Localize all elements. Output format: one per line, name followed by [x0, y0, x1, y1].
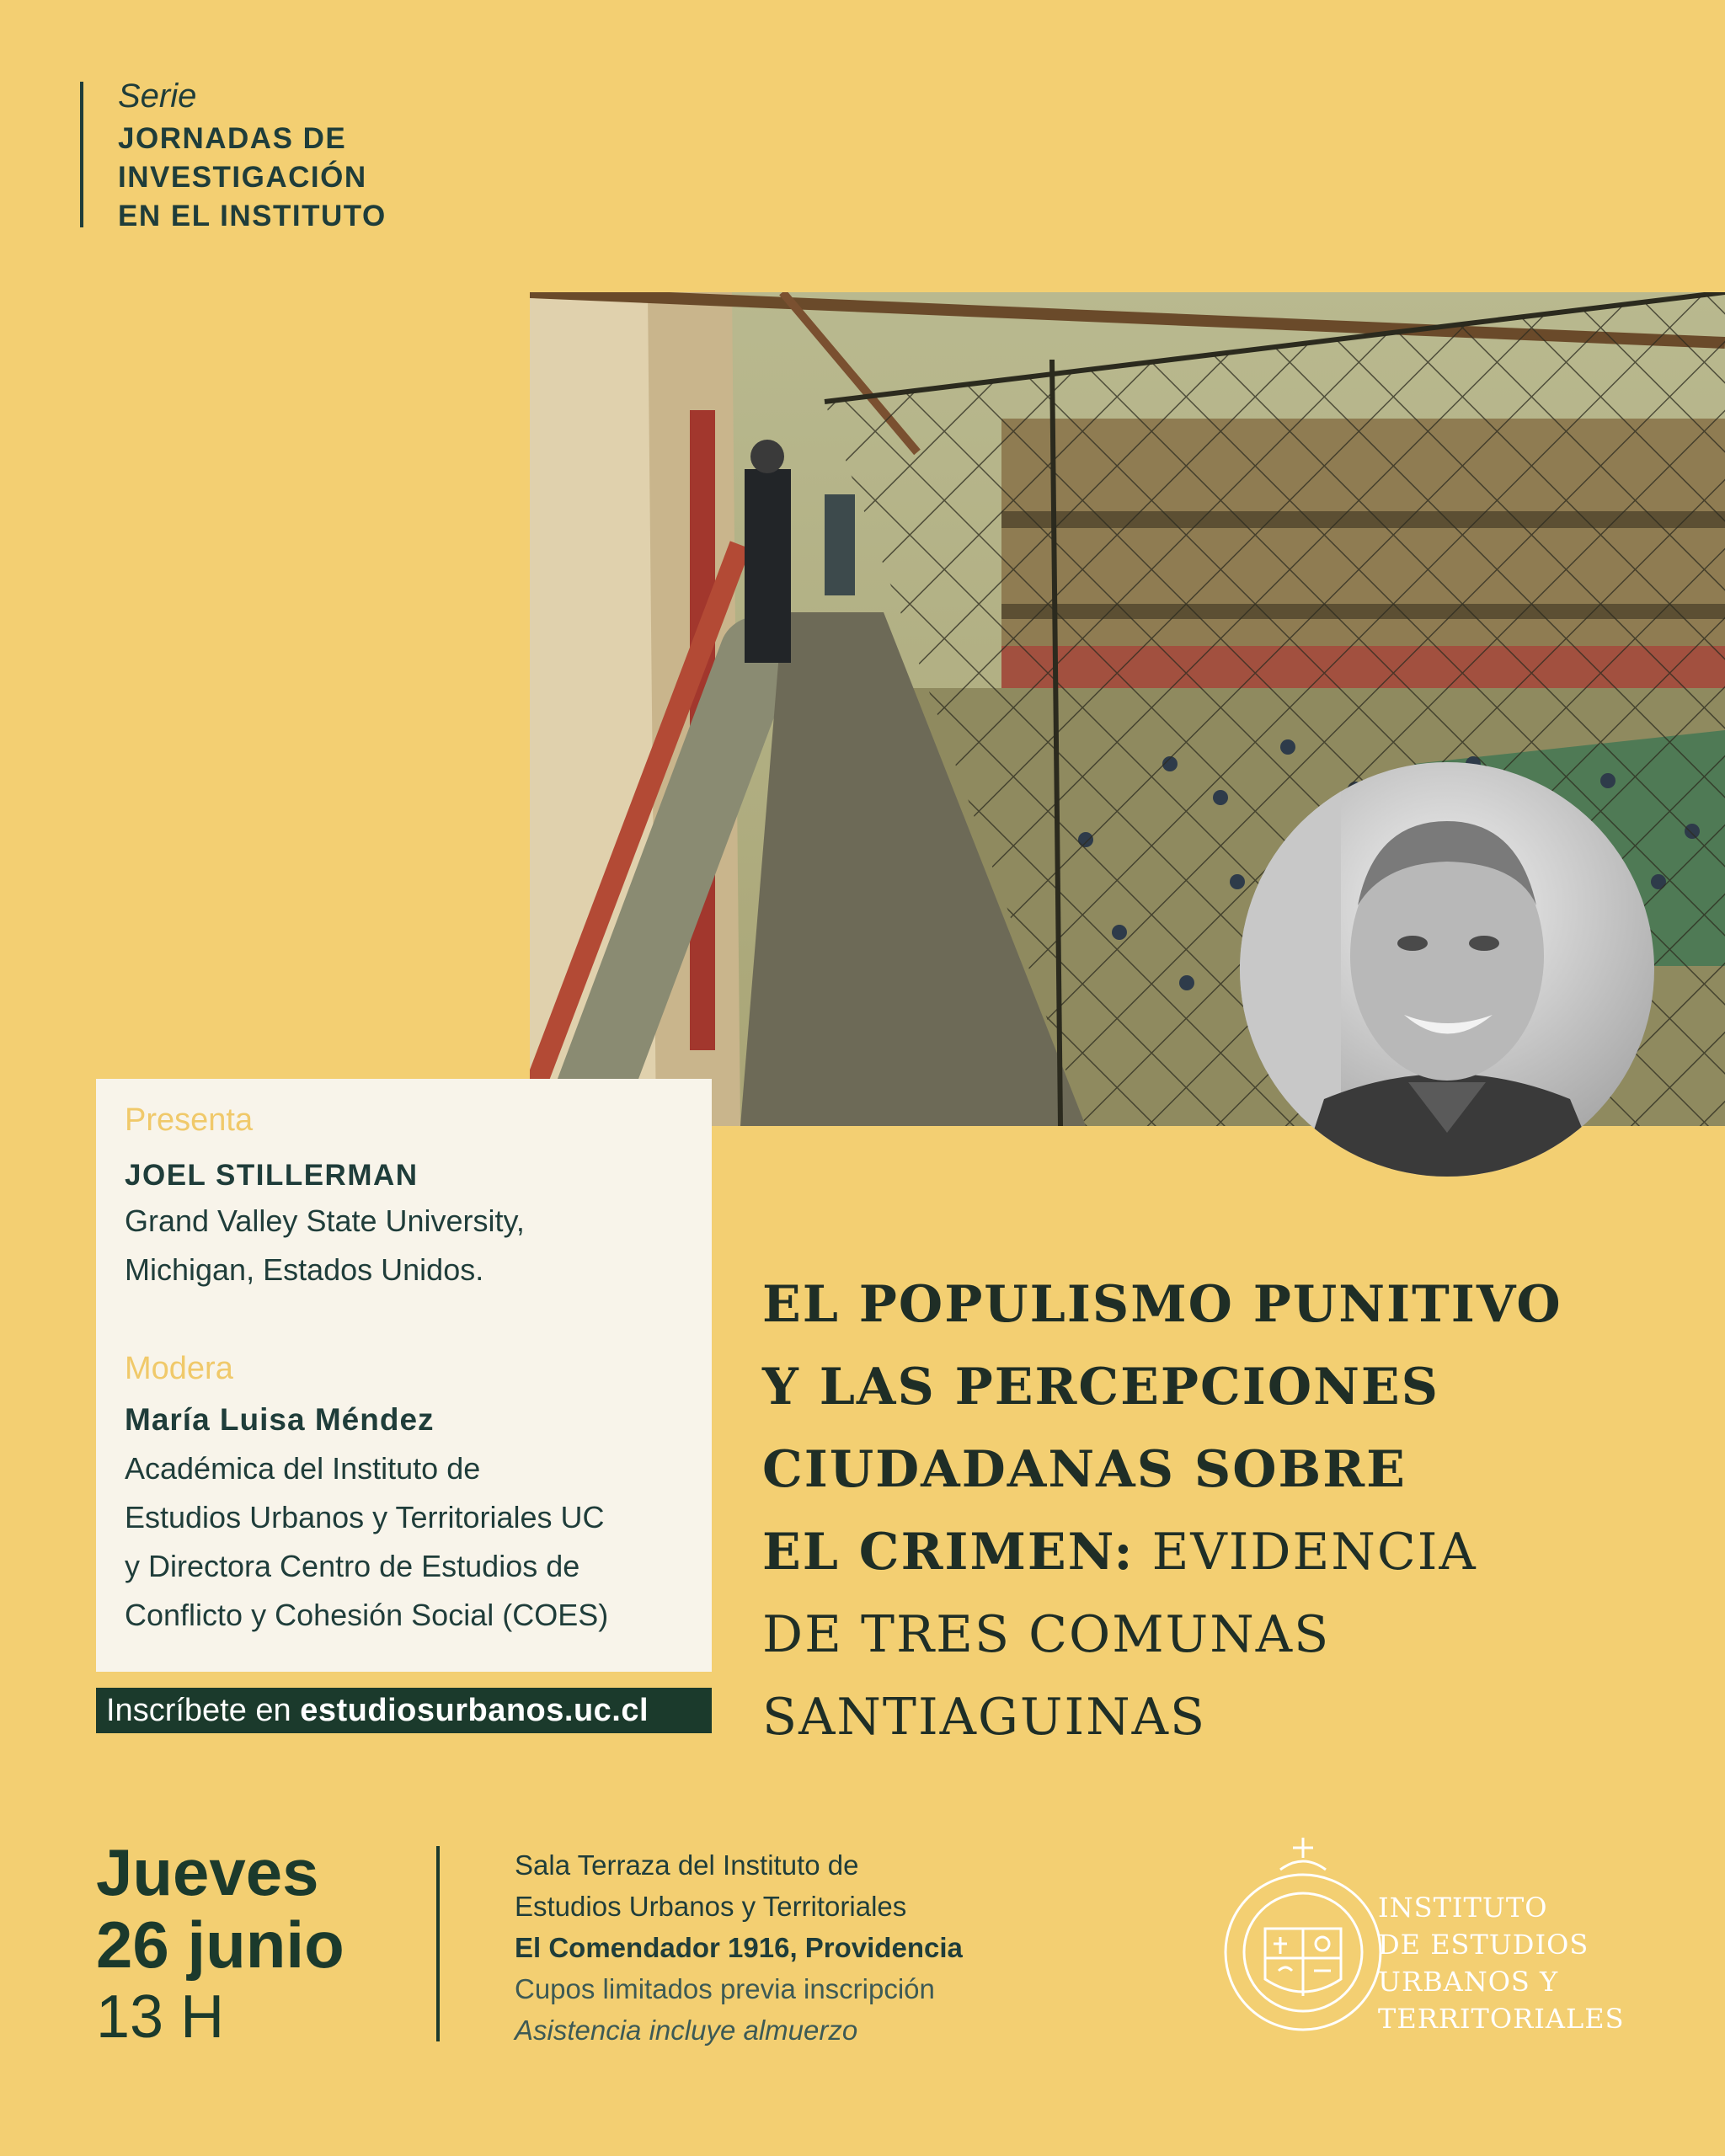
title-line: EL POPULISMO PUNITIVO	[762, 1275, 1562, 1334]
affiliation-line: Conflicto y Cohesión Social (COES)	[125, 1598, 609, 1632]
event-title	[762, 1263, 1562, 1758]
title-line: CIUDADANAS SOBRE	[762, 1440, 1407, 1499]
venue-address: El Comendador 1916, Providencia	[515, 1932, 963, 1963]
registration-banner[interactable]	[96, 1688, 712, 1733]
venue-line: Estudios Urbanos y Territoriales	[515, 1891, 907, 1922]
date-day-month: 26 junio	[96, 1908, 344, 1982]
affiliation-line: Académica del Instituto de	[125, 1451, 481, 1486]
venue-line: Sala Terraza del Instituto de	[515, 1849, 859, 1881]
affiliation-line: Estudios Urbanos y Territoriales UC	[125, 1500, 605, 1534]
affiliation-line: Michigan, Estados Unidos.	[125, 1252, 484, 1287]
title-line: Y LAS PERCEPCIONES	[762, 1358, 1439, 1417]
institute-line: TERRITORIALES	[1378, 2003, 1625, 2035]
series-title-line: JORNADAS DE	[118, 122, 347, 155]
series-title	[118, 120, 387, 236]
title-light-part: EVIDENCIA	[1151, 1523, 1477, 1582]
series-divider	[80, 82, 83, 227]
series-label: Serie	[118, 77, 197, 115]
title-line: SANTIAGUINAS	[762, 1688, 1207, 1747]
venue-lunch: Asistencia incluye almuerzo	[515, 2015, 858, 2046]
event-date	[96, 1836, 344, 2053]
presenter-affiliation	[125, 1197, 525, 1294]
moderator-affiliation	[125, 1444, 608, 1640]
presenter-label: Presenta	[125, 1102, 254, 1138]
title-bold-part: EL CRIMEN:	[762, 1523, 1135, 1582]
presenter-name: JOEL STILLERMAN	[125, 1159, 419, 1192]
institute-line: URBANOS Y	[1378, 1966, 1559, 1998]
date-divider	[436, 1846, 440, 2041]
speaker-card	[96, 1079, 712, 1672]
title-line	[762, 1511, 1562, 1593]
institute-line: DE ESTUDIOS	[1378, 1929, 1589, 1961]
moderator-label: Modera	[125, 1351, 233, 1386]
date-time: 13 H	[96, 1983, 225, 2051]
venue-note: Cupos limitados previa inscripción	[515, 1973, 935, 2004]
title-line: DE TRES COMUNAS	[762, 1605, 1331, 1664]
registration-link[interactable]: estudiosurbanos.uc.cl	[300, 1693, 649, 1728]
affiliation-line: Grand Valley State University,	[125, 1203, 525, 1238]
moderator-name: María Luisa Méndez	[125, 1402, 435, 1437]
institute-line: INSTITUTO	[1378, 1892, 1548, 1924]
university-seal-logo	[1213, 1836, 1393, 2035]
venue-info	[515, 1844, 963, 2051]
registration-prefix: Inscríbete en	[106, 1693, 291, 1728]
affiliation-line: y Directora Centro de Estudios de	[125, 1549, 580, 1583]
institute-name	[1378, 1889, 1624, 2037]
speaker-portrait	[1240, 762, 1654, 1177]
series-title-line: INVESTIGACIÓN	[118, 161, 367, 194]
series-title-line: EN EL INSTITUTO	[118, 200, 387, 232]
date-weekday: Jueves	[96, 1835, 319, 1909]
